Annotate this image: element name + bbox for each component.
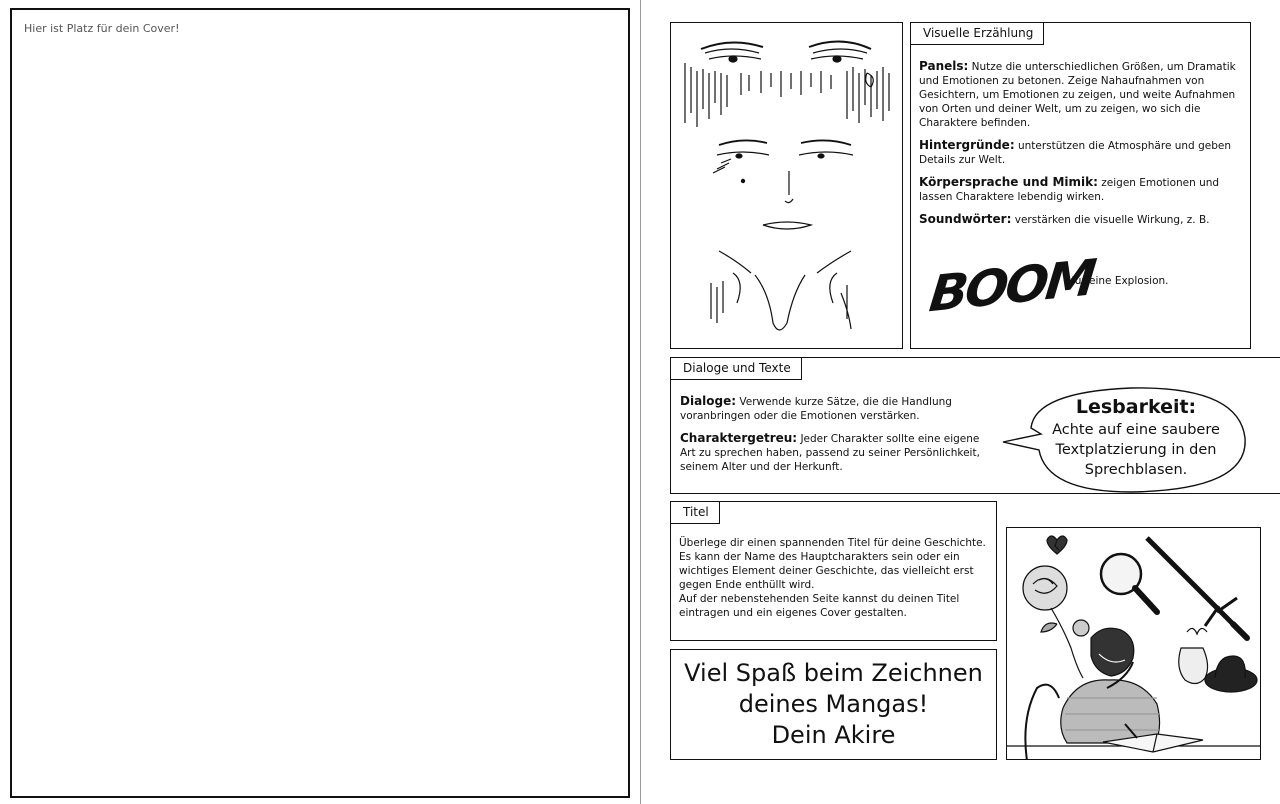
rose-icon xyxy=(1023,566,1089,678)
dialogue-item-dialogues xyxy=(680,394,980,423)
dialogues-body xyxy=(680,394,980,482)
narration-item-body-language xyxy=(919,175,1241,204)
narration-term: Körpersprache und Mimik: xyxy=(919,175,1098,189)
dialogue-text: Jeder Charakter sollte eine eigene Art zu sprechen haben, passend zu seiner Persönlichkeit, seinem Alter und der Herkunft. xyxy=(680,433,980,473)
dialogue-term: Charaktergetreu: xyxy=(680,431,798,445)
sword-icon xyxy=(1147,538,1247,638)
dialogue-item-character xyxy=(680,431,980,474)
closing-line-1: Viel Spaß beim Zeichnen xyxy=(684,659,983,687)
dialogues-heading: Dialoge und Texte xyxy=(670,357,802,380)
closing-signature: Dein Akire xyxy=(771,721,896,749)
sound-word-example xyxy=(926,248,1231,335)
bubble-title: Lesbarkeit: xyxy=(1075,396,1197,418)
narration-text: Nutze die unterschiedlichen Größen, um Dramatik und Emotionen zu betonen. Zeige Nahaufnahmen von Gesichtern, um Emotionen zu zeigen, und weite Aufnahmen von Orten und deiner Welt, um zu zeigen, wo sich die Charaktere befinden. xyxy=(919,61,1236,129)
cover-frame xyxy=(10,8,630,798)
narration-term: Soundwörter: xyxy=(919,212,1012,226)
broken-heart-icon xyxy=(1047,536,1067,554)
narration-item-sound-words xyxy=(919,212,1241,227)
narration-text: zeigen Emotionen und lassen Charaktere lebendig wirken. xyxy=(919,177,1220,203)
dialogue-term: Dialoge: xyxy=(680,394,737,408)
visual-narration-body xyxy=(919,59,1241,235)
cover-hint: Hier ist Platz für dein Cover! xyxy=(24,22,180,35)
face-closeup-panel xyxy=(670,22,903,349)
face-closeup-illustration xyxy=(671,23,904,350)
narration-term: Hintergründe: xyxy=(919,138,1015,152)
title-text-2: Auf der nebenstehenden Seite kannst du deinen Titel eintragen und ein eigenes Cover gestalten. xyxy=(679,593,960,619)
magnifier-icon xyxy=(1101,554,1157,612)
narration-text: unterstützen die Atmosphäre und geben Details zur Welt. xyxy=(919,140,1231,166)
narration-item-panels xyxy=(919,59,1241,130)
potion-icon xyxy=(1179,628,1208,683)
title-text-1: Überlege dir einen spannenden Titel für deine Geschichte. Es kann der Name des Hauptcharakters sein oder ein wichtiges Element deiner Geschichte, das vielleicht erst gegen Ende enthüllt wird. xyxy=(679,537,986,591)
narration-text: verstärken die visuelle Wirkung, z. B. xyxy=(1014,214,1210,226)
speech-bubble-text xyxy=(1036,396,1236,480)
narration-term: Panels: xyxy=(919,59,969,73)
boom-caption: für eine Explosion. xyxy=(1071,275,1169,287)
narration-item-backgrounds xyxy=(919,138,1241,167)
visual-narration-panel xyxy=(910,22,1251,349)
dialogue-text: Verwende kurze Sätze, die die Handlung voranbringen oder die Emotionen verstärken. xyxy=(680,396,952,422)
page-gutter xyxy=(640,0,641,804)
manga-artist-illustration xyxy=(1007,528,1261,760)
closing-panel xyxy=(670,649,997,760)
title-body xyxy=(679,536,991,620)
hat-icon xyxy=(1205,656,1257,692)
closing-line-2: deines Mangas! xyxy=(738,690,929,718)
illustration-panel xyxy=(1006,527,1261,760)
dialogues-panel xyxy=(670,357,1280,494)
visual-narration-heading: Visuelle Erzählung xyxy=(910,22,1044,45)
title-panel xyxy=(670,501,997,641)
title-heading: Titel xyxy=(670,501,720,524)
bubble-body: Achte auf eine saubere Textplatzierung in den Sprechblasen. xyxy=(1052,422,1220,478)
boom-sound-word: BOOM xyxy=(926,248,1097,324)
